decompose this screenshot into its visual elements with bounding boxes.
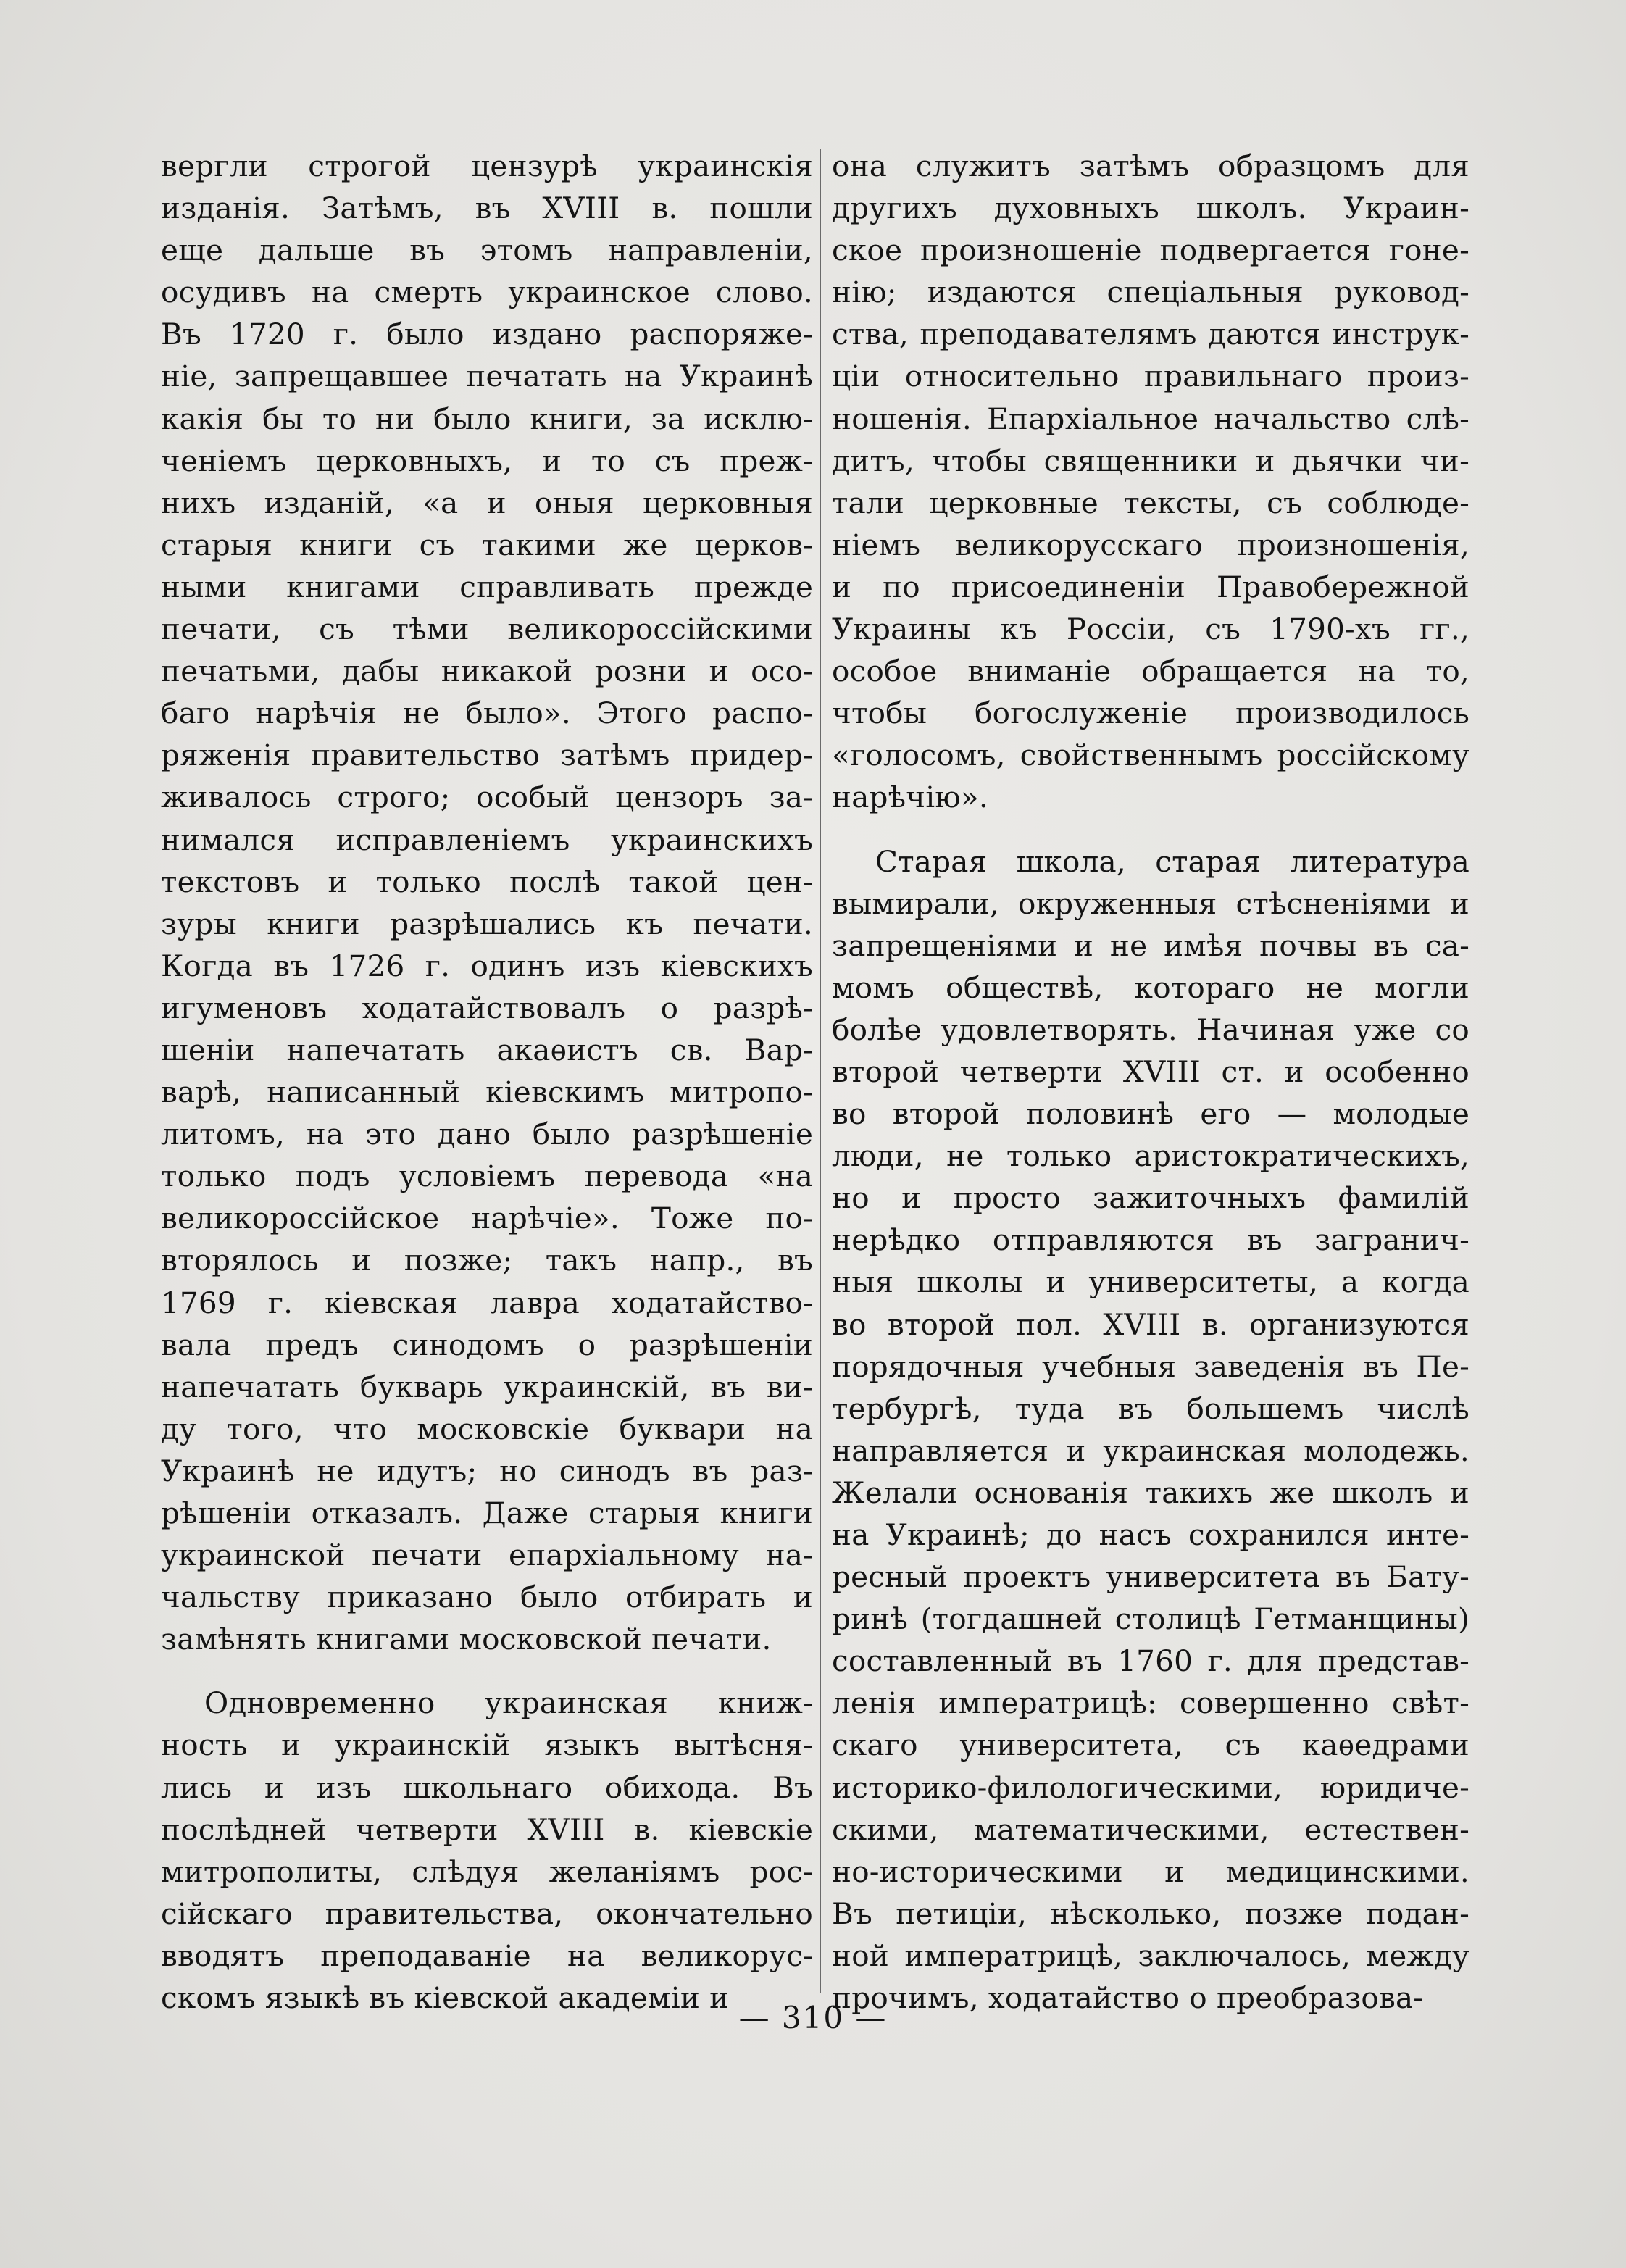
text-line: скими, математическими, естествен- [832, 1812, 1469, 1847]
text-line: еще дальше въ этомъ направленіи, [161, 233, 813, 268]
text-line: тербургѣ, туда въ большемъ числѣ [832, 1391, 1469, 1426]
text-line: литомъ, на это дано было разрѣшеніе [161, 1117, 813, 1152]
page-number: — 310 — [738, 2000, 888, 2035]
text-line: послѣдней четверти XVIII в. кіевскіе [161, 1812, 813, 1847]
text-line: ду того, что московскіе буквари на [161, 1411, 813, 1446]
text-line: замѣнять книгами московской печати. [161, 1622, 772, 1657]
text-line: вымирали, окруженныя стѣсненіями и [832, 885, 1469, 921]
text-line: Желали основанія такихъ же школъ и [832, 1475, 1469, 1510]
text-line: скомъ языкѣ въ кіевской академіи и [161, 1980, 730, 2016]
text-line: ціи относительно правильнаго произ- [832, 359, 1469, 394]
text-line: болѣе удовлетворять. Начиная уже со [832, 1012, 1469, 1047]
text-line: и по присоединеніи Правобережной [832, 569, 1469, 604]
text-line: ское произношеніе подвергается гоне- [832, 233, 1469, 268]
text-line: чтобы богослуженіе производилось [832, 696, 1469, 731]
text-line: текстовъ и только послѣ такой цен- [161, 864, 813, 899]
text-line: ряженія правительство затѣмъ придер- [161, 738, 813, 773]
text-line: порядочныя учебныя заведенія въ Пе- [832, 1348, 1469, 1384]
text-line: Украинѣ не идутъ; но синодъ въ раз- [161, 1453, 813, 1488]
text-line: ныя школы и университеты, а когда [832, 1264, 1469, 1300]
text-line: Старая школа, старая литература [875, 843, 1469, 879]
text-line: ными книгами справливать прежде [161, 569, 813, 604]
text-line: напечатать букварь украинскій, въ ви- [161, 1369, 813, 1404]
text-line: Въ 1720 г. было издано распоряже- [161, 317, 813, 352]
text-line: она служитъ затѣмъ образцомъ для [832, 149, 1469, 183]
text-line: дитъ, чтобы священники и дьячки чи- [832, 443, 1469, 478]
text-line: направляется и украинская молодежь. [832, 1433, 1469, 1468]
text-line: рѣшеніи отказалъ. Даже старыя книги [161, 1496, 813, 1530]
text-line: зуры книги разрѣшались къ печати. [161, 906, 813, 941]
text-line: ніемъ великорусскаго произношенія, [832, 527, 1469, 562]
text-line: изданія. Затѣмъ, въ XVIII в. пошли [161, 191, 813, 226]
text-line: но-историческими и медицинскими. [832, 1854, 1469, 1889]
text-line: ства, преподавателямъ даются инструк- [832, 317, 1469, 352]
paragraph [161, 1682, 813, 2019]
text-line: вторялось и позже; такъ напр., въ [161, 1243, 813, 1278]
text-line: вводятъ преподаваніе на великорус- [161, 1938, 813, 1973]
text-line: 1769 г. кіевская лавра ходатайство- [161, 1285, 813, 1320]
text-line: составленный въ 1760 г. для представ- [832, 1643, 1469, 1679]
text-line: ресный проектъ университета въ Бату- [832, 1559, 1469, 1595]
text-line: ной императрицѣ, заключалось, между [832, 1938, 1469, 1973]
text-line: Когда въ 1726 г. одинъ изъ кіевскихъ [161, 948, 813, 983]
text-line: великороссійское нарѣчіе». Тоже по- [161, 1201, 813, 1236]
text-line: но и просто зажиточныхъ фамилій [832, 1180, 1469, 1216]
text-line: живалось строго; особый цензоръ за- [161, 780, 813, 815]
text-line: ченіемъ церковныхъ, и то съ преж- [161, 443, 813, 478]
right-column [832, 145, 1469, 2019]
text-line: печати, съ тѣми великороссійскими [161, 612, 813, 647]
text-line: на Украинѣ; до насъ сохранился инте- [832, 1517, 1469, 1552]
text-line: вала предъ синодомъ о разрѣшеніи [161, 1327, 813, 1362]
text-line: момъ обществѣ, котораго не могли [832, 970, 1469, 1005]
text-line: сійскаго правительства, окончательно [161, 1896, 813, 1931]
text-line: старыя книги съ такими же церков- [161, 527, 813, 562]
text-line: только подъ условіемъ перевода «на [161, 1159, 813, 1194]
text-line: вергли строгой цензурѣ украинскія [161, 149, 813, 183]
text-line: особое вниманіе обращается на то, [832, 654, 1469, 689]
text-line: митрополиты, слѣдуя желаніямъ рос- [161, 1854, 813, 1889]
text-line: Одновременно украинская книж- [204, 1685, 813, 1721]
text-line: другихъ духовныхъ школъ. Украин- [832, 191, 1469, 226]
text-line: шеніи напечатать акаѳистъ св. Вар- [161, 1032, 813, 1067]
text-line: нарѣчію». [832, 780, 988, 815]
text-line: во второй пол. XVIII в. организуются [832, 1306, 1469, 1342]
column-divider [820, 149, 821, 1993]
paragraph [832, 841, 1469, 2019]
left-column [161, 145, 813, 2019]
paragraph [832, 145, 1469, 819]
text-line: какія бы то ни было книги, за исклю- [161, 401, 813, 436]
text-line: ніе, запрещавшее печатать на Украинѣ [161, 359, 813, 394]
text-line: во второй половинѣ его — молодые [832, 1096, 1469, 1132]
text-line: ринѣ (тогдашней столицѣ Гетманщины) [832, 1601, 1469, 1637]
text-line: Въ петиціи, нѣсколько, позже подан- [832, 1896, 1469, 1931]
text-line: запрещеніями и не имѣя почвы въ са- [832, 927, 1469, 963]
text-line: лись и изъ школьнаго обихода. Въ [161, 1769, 813, 1805]
text-line: украинской печати епархіальному на- [161, 1538, 813, 1573]
text-line: тали церковные тексты, съ соблюде- [832, 485, 1469, 520]
text-line: Украины къ Россіи, съ 1790-хъ гг., [832, 612, 1469, 647]
text-line: чальству приказано было отбирать и [161, 1580, 813, 1615]
text-line: ношенія. Епархіальное начальство слѣ- [832, 401, 1469, 436]
text-line: нію; издаются спеціальныя руковод- [832, 275, 1469, 310]
text-line: прочимъ, ходатайство о преобразова- [832, 1980, 1424, 2016]
text-line: варѣ, написанный кіевскимъ митропо- [161, 1075, 813, 1110]
text-line: нерѣдко отправляются въ загранич- [832, 1222, 1469, 1258]
text-line: нимался исправленіемъ украинскихъ [161, 822, 813, 857]
text-line: ленія императрицѣ: совершенно свѣт- [832, 1685, 1469, 1721]
text-line: «голосомъ, свойственнымъ россійскому [832, 738, 1469, 773]
text-line: нихъ изданій, «а и оныя церковныя [161, 485, 813, 520]
paragraph [161, 145, 813, 1660]
text-line: скаго университета, съ каѳедрами [832, 1727, 1469, 1763]
text-line: люди, не только аристократическихъ, [832, 1138, 1469, 1174]
text-line: игуменовъ ходатайствовалъ о разрѣ- [161, 990, 813, 1025]
text-line: историко-филологическими, юридиче- [832, 1769, 1469, 1805]
text-line: осудивъ на смерть украинское слово. [161, 275, 813, 310]
text-line: печатьми, дабы никакой розни и осо- [161, 654, 813, 689]
text-line: баго нарѣчія не было». Этого распо- [161, 696, 813, 731]
text-line: ность и украинскій языкъ вытѣсня- [161, 1727, 813, 1763]
text-line: второй четверти XVIII ст. и особенно [832, 1054, 1469, 1089]
